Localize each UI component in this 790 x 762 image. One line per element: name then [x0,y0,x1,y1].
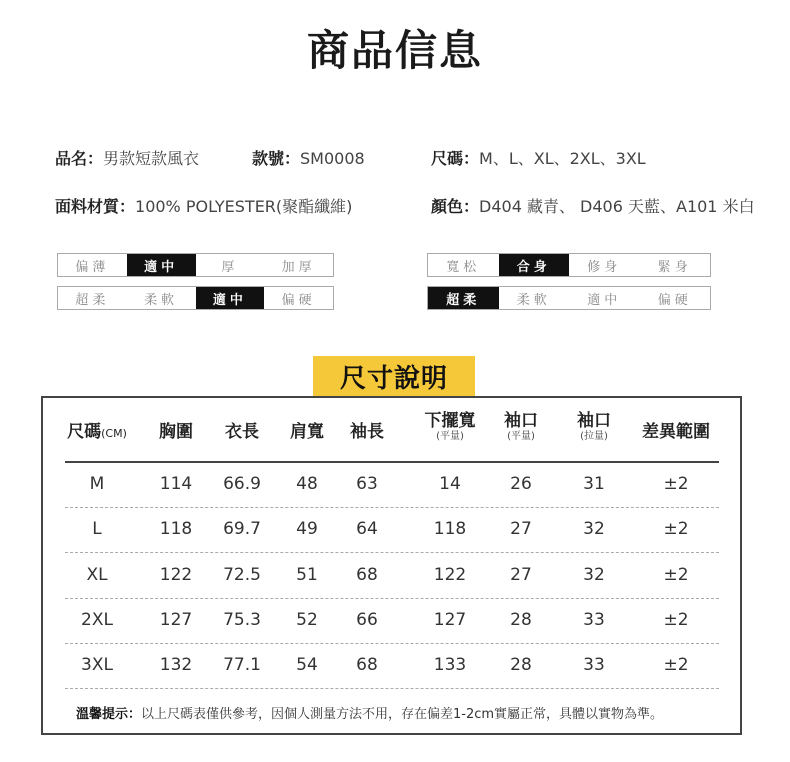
table-cell: 26 [510,474,532,494]
row-divider [65,507,719,508]
table-header-label: 尺碼 [67,422,102,442]
table-cell: 32 [583,519,605,539]
table-cell: 28 [510,610,532,630]
table-header-label: 肩寬 [290,422,324,442]
table-cell: 14 [439,474,461,494]
product-sizes-value: M、L、XL、2XL、3XL [479,149,646,168]
fit-scale [427,253,711,277]
table-header-label: 胸圍 [159,422,193,442]
table-cell: 63 [356,474,378,494]
header-divider [65,461,719,463]
scale-option: 適中 [127,254,196,276]
table-cell: 75.3 [223,610,261,630]
row-divider [65,688,719,689]
row-divider [65,598,719,599]
table-cell: 49 [296,519,318,539]
table-cell: 31 [583,474,605,494]
table-header-label: 袖口 [504,411,538,431]
scale-option: 加厚 [281,259,316,275]
table-header-label: 下擺寬 [424,411,476,431]
product-name-value: 男款短款風衣 [103,149,200,168]
table-cell: 51 [296,565,318,585]
table-cell: 66 [356,610,378,630]
size-note-text: 以上尺碼表僅供參考，因個人測量方法不用，存在偏差1-2cm實屬正常，具體以實物為準。 [141,707,664,722]
table-header-sub: (拉量) [580,431,608,442]
table-cell: 118 [159,519,193,539]
table-cell: 64 [356,519,378,539]
scale-option: 緊身 [657,259,692,275]
product-code-label: 款號： [252,149,301,168]
table-header [52,423,142,443]
table-cell: 3XL [81,655,113,675]
table-cell: 127 [433,610,467,630]
scale-option: 修身 [587,259,622,275]
table-cell: 48 [296,474,318,494]
table-header-label: 袖長 [350,422,384,442]
scale-option: 適中 [196,287,265,309]
product-material-value: 100% POLYESTER(聚酯纖維) [135,197,353,216]
softness-scale [57,286,334,310]
table-cell: ±2 [663,565,689,585]
scale-option: 超柔 [75,292,110,308]
table-cell: ±2 [663,519,689,539]
table-cell: 132 [159,655,193,675]
product-sizes [431,146,646,169]
table-cell: ±2 [663,474,689,494]
table-header-label: 袖口 [577,411,611,431]
product-name-label: 品名： [55,149,104,168]
scale-option: 適中 [587,292,622,308]
table-header-label: 衣長 [225,422,259,442]
table-cell: 68 [356,655,378,675]
table-header [631,423,721,441]
table-cell: M [89,474,105,494]
scale-option: 超柔 [428,287,499,309]
product-color [431,194,755,217]
table-cell: 27 [510,565,532,585]
table-cell: 133 [433,655,467,675]
product-color-label: 顏色： [431,197,480,216]
product-code [252,146,365,169]
size-note-label: 溫馨提示： [76,707,142,722]
table-header [322,423,412,441]
table-header-label: 差異範圍 [642,422,710,442]
page-title: 商品信息 [306,26,483,75]
size-chart-title: 尺寸說明 [313,356,475,396]
table-cell: 127 [159,610,193,630]
row-divider [65,552,719,553]
table-cell: ±2 [663,610,689,630]
scale-option: 柔軟 [144,292,179,308]
table-cell: 122 [433,565,467,585]
scale-option: 偏硬 [657,292,692,308]
product-sizes-label: 尺碼： [431,149,480,168]
scale-option: 偏硬 [281,292,316,308]
scale-option: 柔軟 [516,292,551,308]
scale-option: 厚 [221,259,239,275]
row-divider [65,643,719,644]
table-cell: 33 [583,610,605,630]
product-material-label: 面料材質： [55,197,136,216]
table-header [549,412,639,444]
table-cell: XL [86,565,108,585]
product-code-value: SM0008 [300,149,365,168]
table-cell: 114 [159,474,193,494]
table-cell: 118 [433,519,467,539]
table-cell: 32 [583,565,605,585]
softness-scale-2 [427,286,711,310]
scale-option: 偏薄 [75,259,110,275]
table-cell: ±2 [663,655,689,675]
table-cell: 33 [583,655,605,675]
table-cell: 72.5 [223,565,261,585]
thickness-scale [57,253,334,277]
table-cell: 66.9 [223,474,261,494]
table-cell: 27 [510,519,532,539]
table-cell: 68 [356,565,378,585]
table-header-unit: (CM) [101,427,127,440]
size-note [76,703,663,722]
table-cell: 69.7 [223,519,261,539]
table-cell: 52 [296,610,318,630]
table-header-sub: (平量) [507,431,535,442]
scale-option: 合身 [499,254,570,276]
table-cell: L [92,519,102,539]
table-cell: 54 [296,655,318,675]
table-header-sub: (平量) [436,431,464,442]
table-cell: 2XL [81,610,113,630]
scale-option: 寬松 [446,259,481,275]
table-cell: 77.1 [223,655,261,675]
table-cell: 28 [510,655,532,675]
product-color-value: D404 藏青、 D406 天藍、A101 米白 [479,197,755,216]
product-name [55,146,199,169]
table-cell: 122 [159,565,193,585]
product-material [55,194,352,217]
